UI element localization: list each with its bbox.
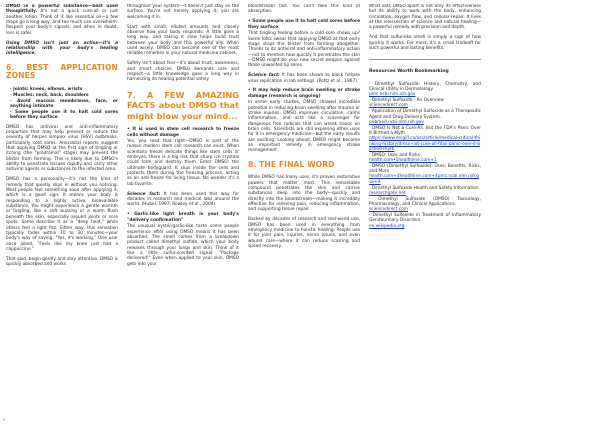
resource-label: · DMSO Is Not a Cure-All. But the FDA's Panic Over It Birthed a Myth [369, 125, 481, 136]
paragraph: That said, begin gently and stay attentive. DMSO is quickly absorbed and works [6, 256, 118, 268]
science-fact [248, 73, 360, 84]
science-fact [127, 192, 239, 208]
resource-link[interactable]: researchgate.net [369, 190, 406, 196]
resource-item [369, 164, 481, 185]
resource-link[interactable]: sciencedirect.com [369, 103, 408, 109]
paragraph: Backed by decades of research and real-world use, DMSO has been used in everything from emergency medicine to holistic healing. People use it for joint pain, injuries, nerve issues, and even wound care—where it can reduce scarring and speed recovery. [248, 217, 360, 250]
section-heading-facts: 7. A FEW AMAZING FACTS about DMSO that might blow your mind... [127, 89, 239, 121]
column-3 [248, 4, 360, 424]
list-item: · Muscles: neck, back, shoulders [10, 92, 89, 98]
paragraph: While DMSO has many uses, it's proven restorative powers that matter most. This remarkable compound penetrates the skin and carries substances deep into the body—quickly and directly into the bloodstream—making it incredibly effective for relieving pain, reducing inflammation, and supporting tissue repair. [248, 175, 360, 213]
resource-link[interactable]: health.com+4healthline.com+4pmc.ncbi.nlm.nih.gov+4 [369, 174, 479, 185]
resource-link[interactable]: en.wikipedia.org [369, 223, 405, 229]
fact-title: • Some people use it to halt cold sores before they surface [248, 19, 360, 30]
italic-callout: Using DMSO isn't just an action—it's a relationship with your body's healing intelligence. [6, 40, 118, 57]
paragraph: DMSO has antiviral and anti-inflammatory properties that may help prevent or reduce the severity of herpes simplex virus (HSV) outbreaks, particularly cold sores. Anecdotal reports suggest that applying DMSO at the first sign of tingling or itching (the "prodromal" stage) may prevent the blister from forming. This is likely due to DMSO's ability to penetrate tissues rapidly and carry other antiviral agents or substances to the infected area. [6, 124, 118, 173]
resource-link[interactable]: health.com•1healthline.com+1 [369, 158, 437, 164]
resource-item [369, 197, 481, 213]
column-2 [127, 4, 239, 424]
paragraph: Start with small, diluted amounts and closely observe how your body responds. A little goes a long way, and taking it slow helps build trust between your body and this powerful ally. When used wisely, DMSO can become one of the most reliable remedies in your natural medicine cabinet. [127, 24, 239, 57]
resource-label: · DMSO: Uses and Risks [369, 152, 420, 158]
paragraph: In some early studies, DMSO showed incredible potential in reducing brain swelling after trauma or stroke injuries. DMSO improves circulation, calms inflammation, and acts like a scavenger for dangerous free radicals that can wreak havoc on brain cells. Scientists are still exploring other uses for it in emergency medicine—but the early results are exciting. Looking ahead, DMSO might become an important remedy in emergency stroke management. [248, 100, 360, 154]
zones-list [6, 87, 118, 121]
section-heading-final: 8. THE FINAL WORD [248, 159, 335, 169]
resources-list [369, 82, 481, 229]
paragraph: And that sulfur-like smell is simply a sign of how quickly it works. For most, it's a small tradeoff for such powerful and lasting benefits. [369, 35, 481, 51]
resource-item [369, 186, 481, 197]
paragraph: What sets DMSO apart is not only its effectiveness but its ability to work with the body, enhancing circulation, oxygen flow, and cellular repair. It lives at the intersection of science and natural healing—a powerful remedy with precision and depth. [369, 4, 481, 31]
section-heading-zones: 6. BEST APPLICATION ZONES [6, 62, 118, 81]
resource-label: · Dimethyl Sulfoxide (DMSO) Toxicology, Pharmacology, and Clinical Applications. [369, 196, 481, 207]
paragraph: bloodstream fast. You can't fake this kind of absorption. [248, 4, 360, 15]
paragraph: DMSO has a personality—it's not the kind of remedy that quietly slips in without you noticing. Most people feel something soon after applying it, which is a good sign. It means your body is responding to a highly active, bioavailable substance. You might experience a gentle warmth or tingling, like a soft buzzing or a warm flush beneath the skin, especially around joints or sore spots. Some describe it as a "deep heat," while others feel a light fizz. Either way, this sensation typically fades within 10 to 30 minutes—your body's way of saying, "Yes, it's working." One user once joked, "Feels like my knee just had a cappuccino." [6, 177, 118, 252]
column-4 [369, 4, 481, 424]
lead-text: DMSO is a powerful substance—best used thoughtfully. [6, 4, 118, 15]
resource-item [369, 153, 481, 164]
paragraph: throughout your system—it doesn't just stay on the surface. You're not merely applying it; you are welcoming it in. [127, 4, 239, 20]
resources-title: Resources Worth Bookmarking [369, 69, 449, 75]
list-item: · Some people use it to halt cold sores before they surface [10, 110, 118, 121]
science-fact-label: Science fact: [248, 73, 280, 79]
resource-label: · Dimethyl Sulfoxide - An Overview [369, 98, 444, 104]
paragraph: The unusual oyster/garlic-like taste some people experience after using DMSO means it has been absorbed. The smell comes from a breakdown product called dimethyl sulfide, which your body releases through your lungs and skin. Think of it like a little sulfur-scented signal: "Package delivered!" Even when applied to your skin, DMSO gets into your [127, 224, 239, 267]
fact-title: • It may help reduce brain swelling or stroke damage (research is ongoing) [248, 88, 360, 99]
paragraph-text: It's not a quick cure-all or just another lotion. Think of it like essential oil—a few drops go a long way, and too much can overwhelm. Respect your body's signals, and when in doubt, less is safer. [6, 9, 118, 36]
list-item: · Joints: knees, elbows, wrists [10, 86, 83, 92]
resource-item [369, 82, 481, 98]
resource-label: · Dimethyl Sulfoxide in Treatment of Inflammatory Genitourinary Disorders. [369, 213, 481, 224]
paragraph: Safety isn't about fear—it's about trust, awareness, and smart choices. DMSO demands care and respect—a little knowledge goes a long way in harnessing its healing potential safely. [127, 61, 239, 83]
fact-title: • It is used in stem cell research to freeze cells without damage [127, 127, 239, 138]
resource-label: · Application of Dimethyl Sulfoxide as a Therapeutic Agent and Drug Delivery System. [369, 109, 481, 120]
divider [369, 59, 481, 60]
paragraph [6, 4, 118, 36]
list-item: · Avoid mucous membranes, face, or anything intimate [10, 98, 118, 110]
resource-item [369, 126, 481, 153]
fact-title: • Garlic-like light breath is your body's "delivery confirmation" [127, 212, 239, 223]
resource-item [369, 109, 481, 125]
resource-link[interactable]: sciencedirect.com [369, 207, 408, 213]
page-number: 9 [3, 418, 6, 422]
resource-link[interactable]: pmc.ncbi.nlm.nih.gov [369, 92, 416, 98]
resource-label: · Dimethyl Sulfoxide: History, Chemistry, and Clinical Utility in Dermatology. [369, 81, 481, 93]
column-1 [6, 4, 118, 424]
science-fact-label: Science fact: [127, 191, 161, 197]
resource-item [369, 98, 481, 109]
resource-label: · Dimethyl Sulfoxide Health and Safety Information [369, 185, 479, 191]
science-fact-text: It has been shown to block herpes virus replication in lab settings. (Pottz et al., 1967) [248, 73, 360, 84]
resource-link[interactable]: https://www.mcgill.ca/oss/article/medical-critical-thinking-history/dmso-not-cure-all-fdas-panic-over-it-birthed-myth [369, 136, 481, 152]
resource-link[interactable]: pubmed.ncbi.nlm.nih.gov [369, 119, 424, 125]
paragraph: That tingling feeling before a cold sore shows up? Some folks swear that applying DMSO at that early stage stops the blister from forming altogether. Thanks to its antiviral and anti-inflammatory action—not to mention how quickly it penetrates the skin—DMSO might be your new secret weapon against those unwanted lip sores. [248, 31, 360, 69]
resource-label: · DMSO (Dimethyl Sulfoxide): Uses, Benefits, Risks, and More [369, 163, 481, 175]
paragraph: Yes, you read that right—DMSO is part of the reason modern stem cell research can exist. When scientists freeze delicate things like stem cells or embryos, there is a big risk that sharp ice crystals could form and destroy them. Enter DMSO: the ultimate bodyguard. It slips inside the cells and protects them during the freezing process, acting as an anti-freeze for living tissue. No wonder it's a lab favorite. [127, 139, 239, 187]
resource-item [369, 213, 481, 229]
science-fact-text: It has been used this way for decades in research and medical labs around the world. (Hubel, 1997; Rowley et al., 2004) [127, 191, 239, 208]
